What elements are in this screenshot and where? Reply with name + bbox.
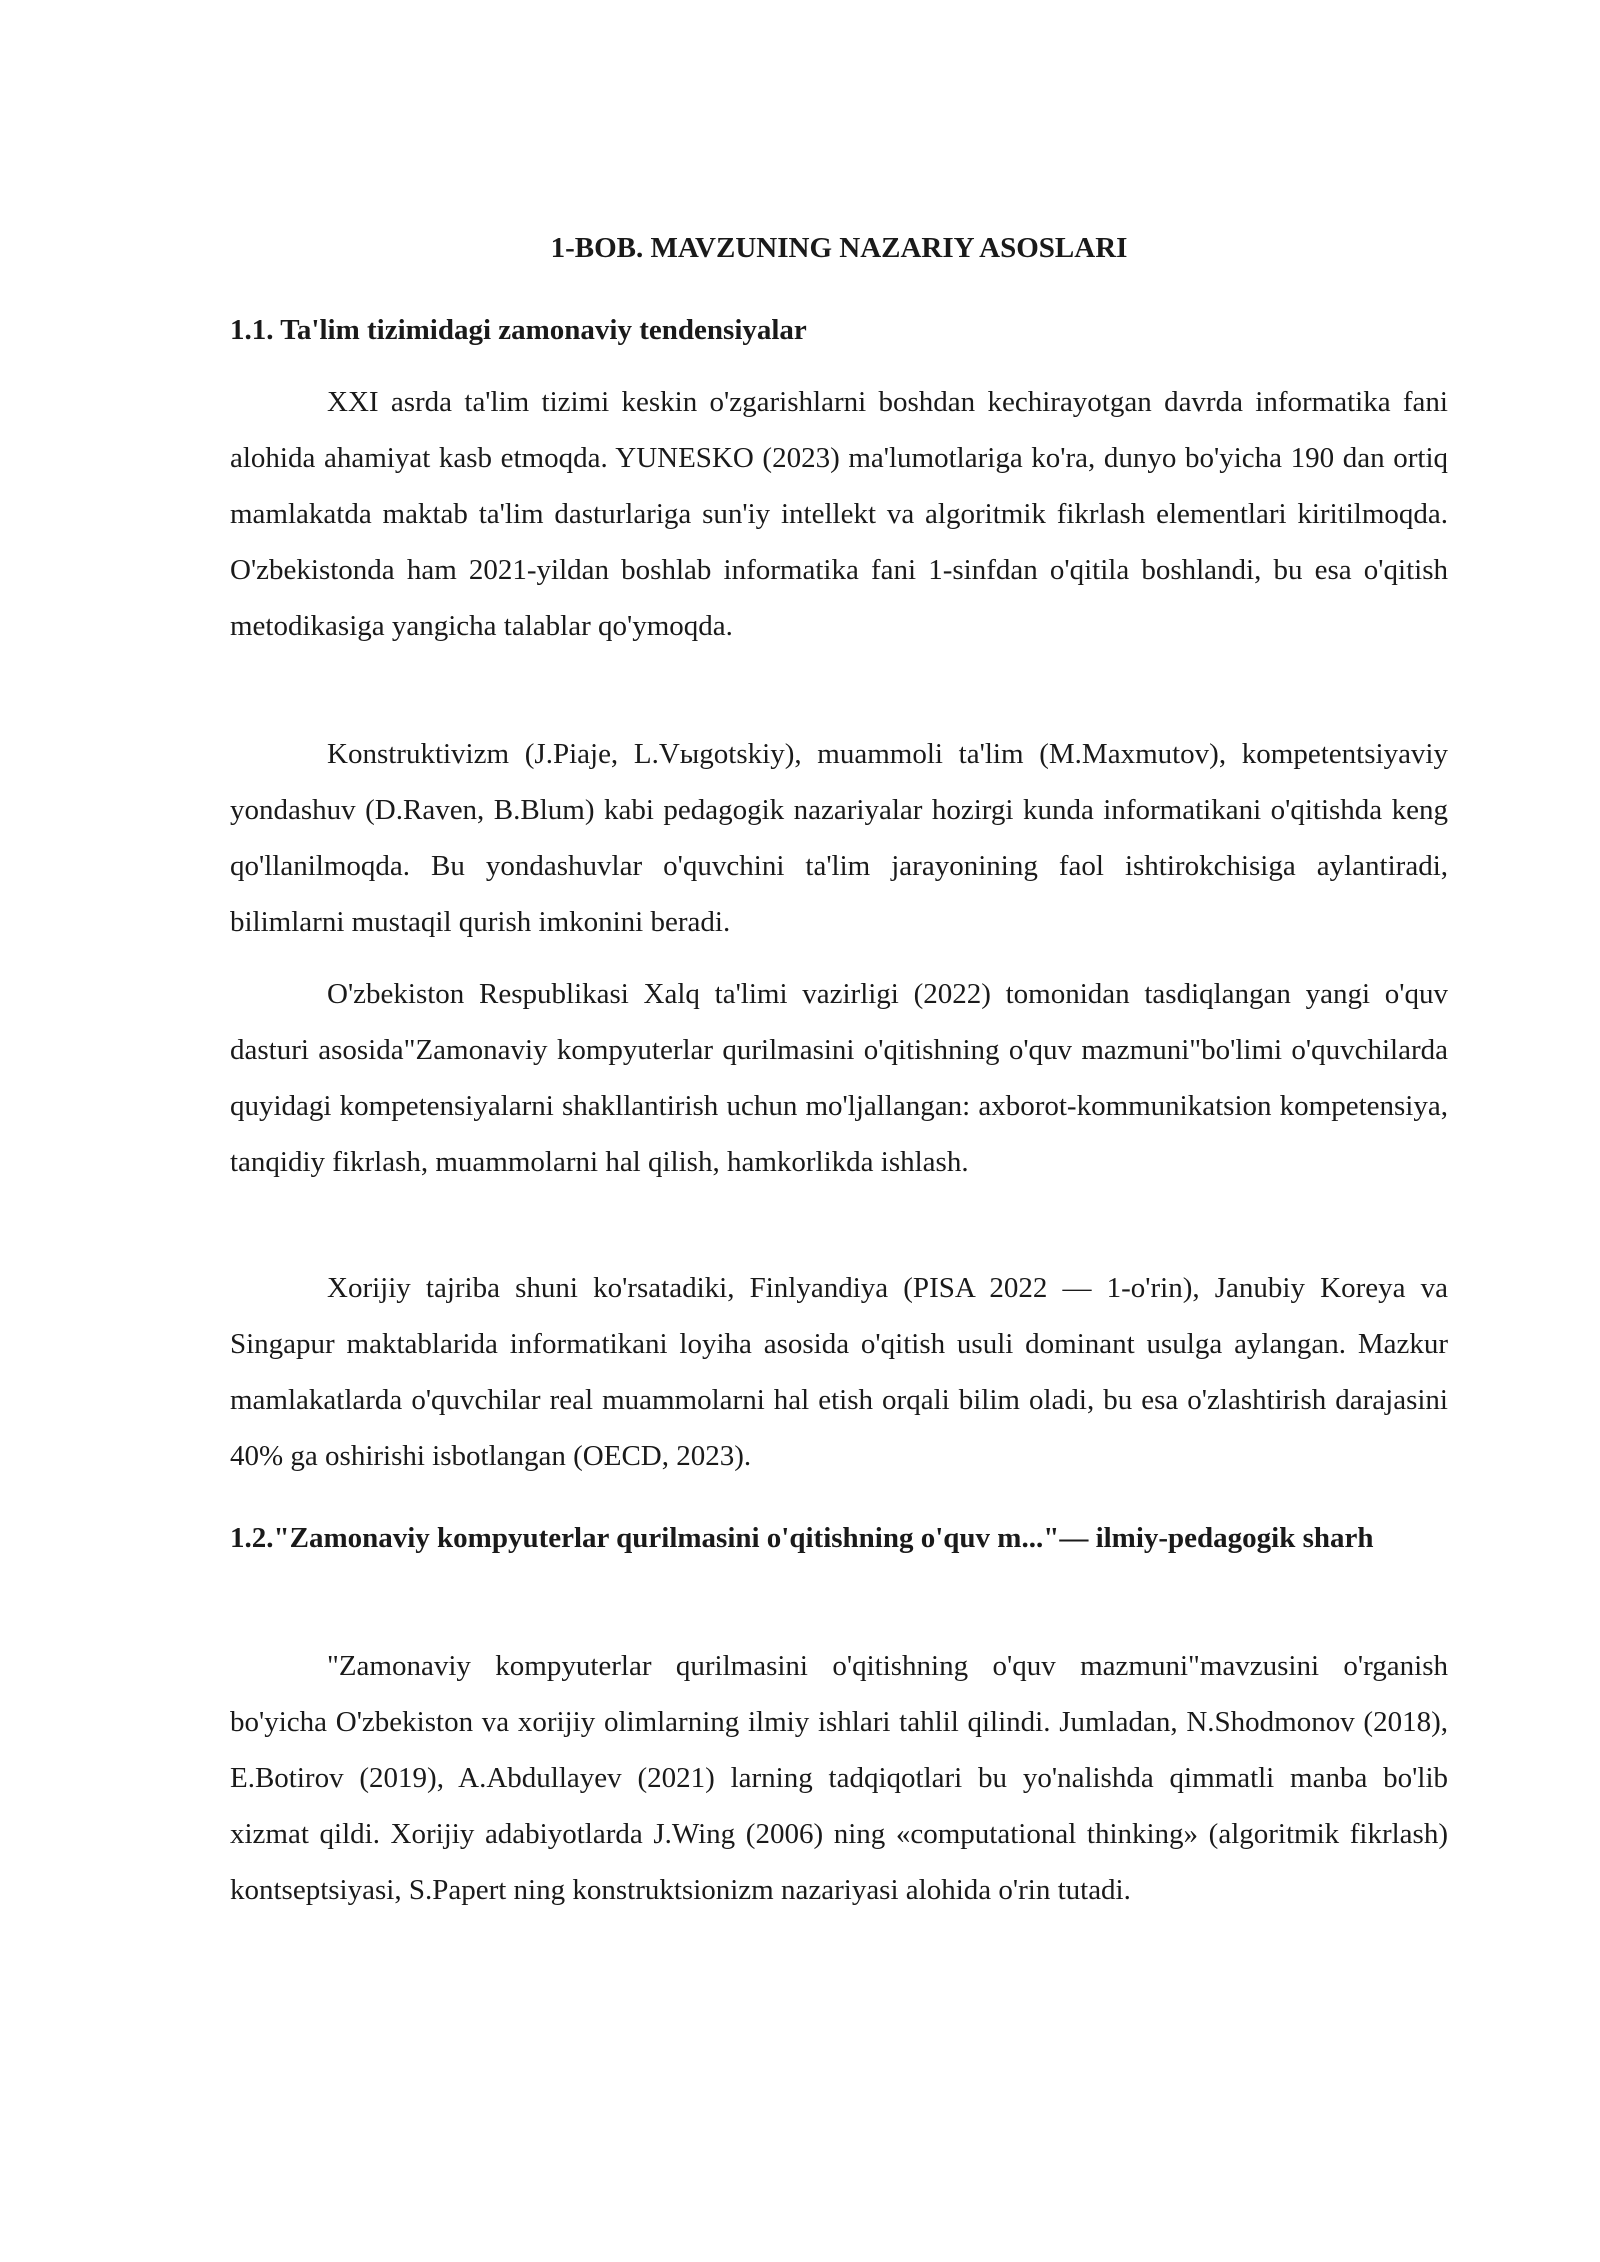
section-heading-1-2: 1.2."Zamonaviy kompyuterlar qurilmasini o'qitishning o'quv m..."— ilmiy-pedagogik sharh <box>230 1522 1374 1554</box>
paragraph: Konstruktivizm (J.Piaje, L.Vыgotskiy), muammoli ta'lim (M.Maxmutov), kompetentsiyaviy yondashuv (D.Raven, B.Blum) kabi pedagogik nazariyalar hozirgi kunda informatikani o'qitishda keng qo'llanilmoqda. Bu yondashuvlar o'quvchini ta'lim jarayonining faol ishtirokchisiga aylantiradi, bilimlarni mustaqil qurish imkonini beradi. <box>230 738 1448 938</box>
section-heading-1-1: 1.1. Ta'lim tizimidagi zamonaviy tendensiyalar <box>230 314 807 346</box>
paragraph: O'zbekiston Respublikasi Xalq ta'limi vazirligi (2022) tomonidan tasdiqlangan yangi o'quv dasturi asosida"Zamonaviy kompyuterlar qurilmasini o'qitishning o'quv mazmuni"bo'limi o'quvchilarda quyidagi kompetensiyalarni shakllantirish uchun mo'ljallangan: axborot-kommunikatsion kompetensiya, tanqidiy fikrlash, muammolarni hal qilish, hamkorlikda ishlash. <box>230 978 1448 1178</box>
paragraph: Xorijiy tajriba shuni ko'rsatadiki, Finlyandiya (PISA 2022 — 1-o'rin), Janubiy Koreya va Singapur maktablarida informatikani loyiha asosida o'qitish usuli dominant usulga aylangan. Mazkur mamlakatlarda o'quvchilar real muammolarni hal etish orqali bilim oladi, bu esa o'zlashtirish darajasini 40% ga oshirishi isbotlangan (OECD, 2023). <box>230 1272 1448 1472</box>
chapter-title: 1-BOB. MAVZUNING NAZARIY ASOSLARI <box>550 232 1128 264</box>
paragraph: XXI asrda ta'lim tizimi keskin o'zgarishlarni boshdan kechirayotgan davrda informatika fani alohida ahamiyat kasb etmoqda. YUNESKO (2023) ma'lumotlariga ko'ra, dunyo bo'yicha 190 dan ortiq mamlakatda maktab ta'lim dasturlariga sun'iy intellekt va algoritmik fikrlash elementlari kiritilmoqda. O'zbekistonda ham 2021-yildan boshlab informatika fani 1-sinfdan o'qitila boshlandi, bu esa o'qitish metodikasiga yangicha talablar qo'ymoqda. <box>230 386 1448 642</box>
paragraph: "Zamonaviy kompyuterlar qurilmasini o'qitishning o'quv mazmuni"mavzusini o'rganish bo'yicha O'zbekiston va xorijiy olimlarning ilmiy ishlari tahlil qilindi. Jumladan, N.Shodmonov (2018), E.Botirov (2019), A.Abdullayev (2021) larning tadqiqotlari bu yo'nalishda qimmatli manba bo'lib xizmat qildi. Xorijiy adabiyotlarda J.Wing (2006) ning «computational thinking» (algoritmik fikrlash) kontseptsiyasi, S.Papert ning konstruktsionizm nazariyasi alohida o'rin tutadi. <box>230 1650 1448 1906</box>
